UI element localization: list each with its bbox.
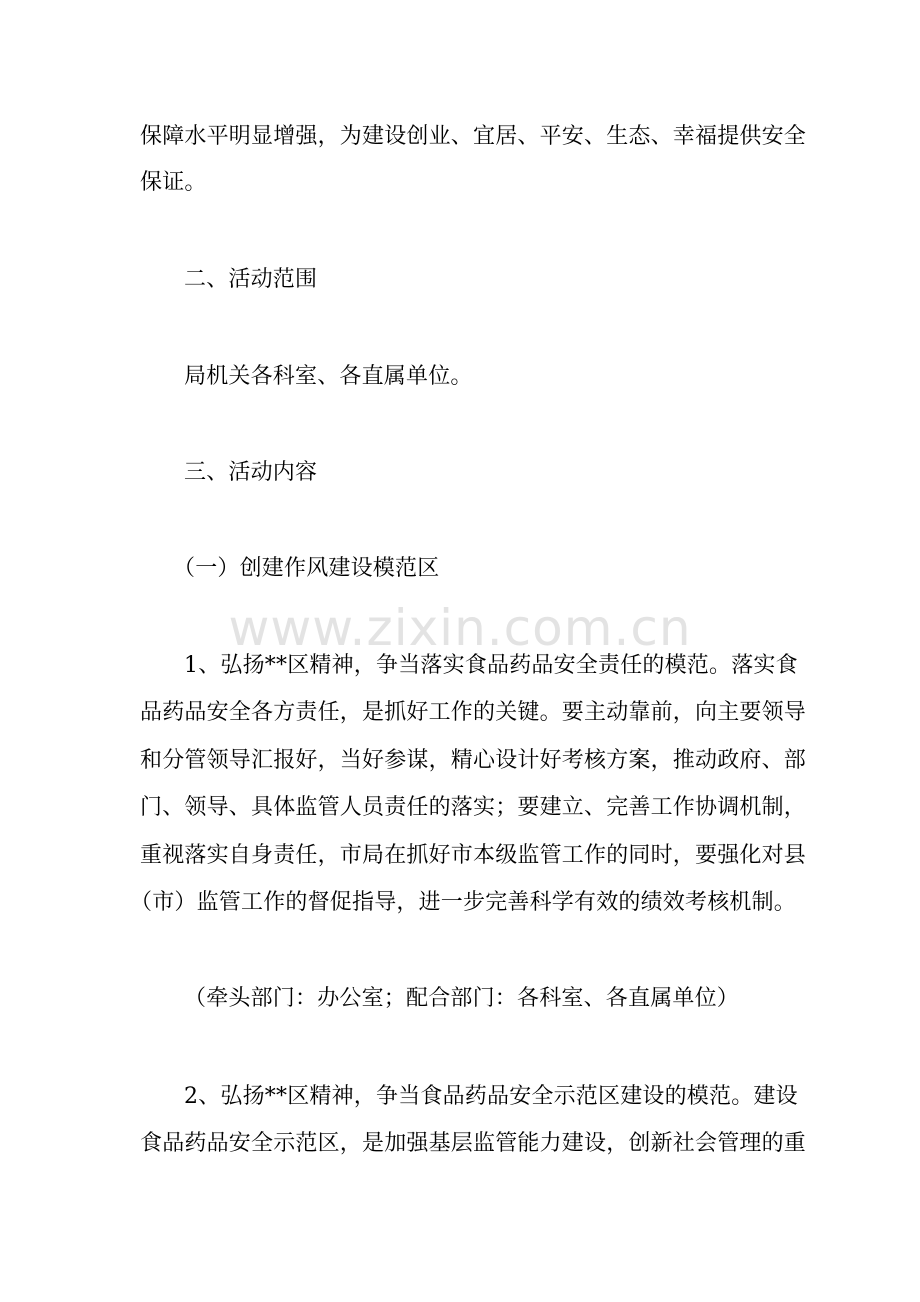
section-heading-content: 三、活动内容 [184, 460, 318, 485]
paragraph-line: 重视落实自身责任，市局在抓好市本级监管工作的同时，要强化对县 [140, 843, 807, 868]
subsection-heading: （一）创建作风建设模范区 [173, 556, 440, 581]
paragraph-line: 保障水平明显增强，为建设创业、宜居、平安、生态、幸福提供安全 [140, 124, 807, 149]
paragraph-line: 1、弘扬**区精神，争当落实食品药品安全责任的模范。落实食 [184, 653, 798, 678]
paragraph-line: 局机关各科室、各直属单位。 [184, 364, 473, 389]
paragraph-line: 和分管领导汇报好，当好参谋，精心设计好考核方案，推动政府、部 [140, 748, 807, 773]
paragraph-line: 食品药品安全示范区，是加强基层监管能力建设，创新社会管理的重 [140, 1131, 807, 1156]
watermark-text: www.zixin.com.cn [228, 599, 692, 657]
section-heading-scope: 二、活动范围 [184, 267, 318, 292]
paragraph-line: 品药品安全各方责任，是抓好工作的关键。要主动靠前，向主要领导 [140, 700, 807, 725]
paragraph-line: 保证。 [140, 170, 207, 195]
responsibility-note: （牵头部门：办公室；配合部门：各科室、各直属单位） [184, 986, 740, 1011]
paragraph-line: （市）监管工作的督促指导，进一步完善科学有效的绩效考核机制。 [130, 890, 797, 915]
paragraph-line: 门、领导、具体监管人员责任的落实；要建立、完善工作协调机制， [140, 795, 807, 820]
paragraph-line: 2、弘扬**区精神，争当食品药品安全示范区建设的模范。建设 [184, 1084, 798, 1109]
